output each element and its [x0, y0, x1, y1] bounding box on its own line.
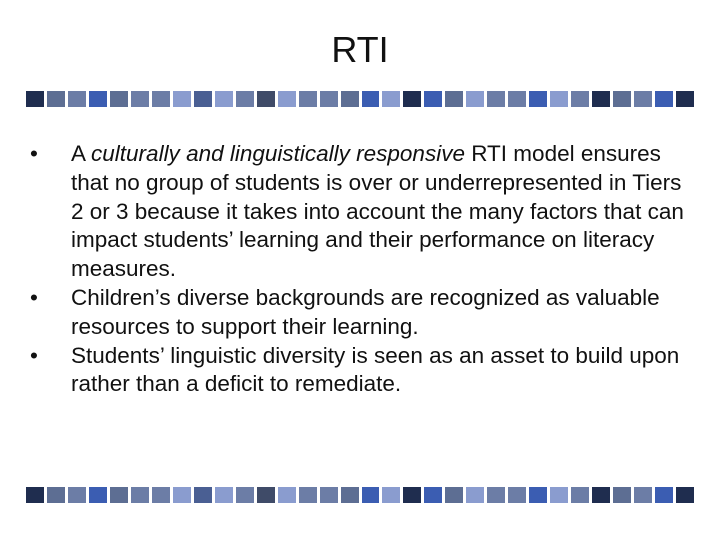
bullet-item-3: [30, 342, 690, 400]
slide-title: RTI: [331, 29, 389, 70]
band-square: [215, 487, 233, 503]
band-square: [592, 487, 610, 503]
band-square: [131, 487, 149, 503]
band-square: [320, 91, 338, 107]
band-square: [487, 487, 505, 503]
band-square: [655, 91, 673, 107]
band-square: [173, 487, 191, 503]
band-square: [571, 487, 589, 503]
band-square: [529, 91, 547, 107]
band-square: [424, 487, 442, 503]
band-square: [68, 91, 86, 107]
band-square: [236, 487, 254, 503]
band-square: [47, 91, 65, 107]
band-square: [676, 487, 694, 503]
band-square: [445, 91, 463, 107]
bullet-text-emphasis: culturally and linguistically responsive: [91, 141, 465, 166]
band-square: [299, 487, 317, 503]
band-square: [341, 91, 359, 107]
band-square: [236, 91, 254, 107]
band-square: [403, 91, 421, 107]
band-square: [592, 91, 610, 107]
band-square: [131, 91, 149, 107]
band-square: [655, 487, 673, 503]
band-square: [152, 91, 170, 107]
bullet-text: Children’s diverse backgrounds are recognized as valuable resources to support their learning.: [71, 284, 660, 339]
band-square: [466, 91, 484, 107]
band-square: [89, 91, 107, 107]
band-square: [571, 91, 589, 107]
bullet-text-suffix: RTI model ensures that no group of students is over or underrepresented in Tiers 2 or 3 because it takes into account the many factors that can impact students’ learning and their performance on literacy measures.: [71, 141, 684, 282]
bullet-text-prefix: A: [71, 141, 92, 166]
band-square: [613, 91, 631, 107]
band-square: [257, 487, 275, 503]
band-square: [487, 91, 505, 107]
bullet-text: Students’ linguistic diversity is seen as an asset to build upon rather than a deficit to remediate.: [71, 342, 680, 397]
band-square: [382, 487, 400, 503]
band-square: [152, 487, 170, 503]
bullet-marker: •: [30, 141, 38, 166]
band-square: [278, 487, 296, 503]
band-square: [278, 91, 296, 107]
bullet-item-1: [30, 140, 690, 284]
band-square: [445, 487, 463, 503]
band-square: [194, 487, 212, 503]
band-square: [362, 91, 380, 107]
band-square: [26, 487, 44, 503]
band-square: [110, 91, 128, 107]
band-square: [68, 487, 86, 503]
band-square: [676, 91, 694, 107]
band-square: [299, 91, 317, 107]
band-square: [47, 487, 65, 503]
band-square: [508, 91, 526, 107]
band-square: [173, 91, 191, 107]
band-square: [110, 487, 128, 503]
decorative-band-bottom: [26, 487, 694, 503]
band-square: [215, 91, 233, 107]
band-square: [529, 487, 547, 503]
band-square: [26, 91, 44, 107]
bullet-marker: •: [30, 284, 38, 310]
bullet-item-2: [30, 284, 690, 342]
band-square: [320, 487, 338, 503]
band-square: [424, 91, 442, 107]
band-square: [634, 487, 652, 503]
band-square: [550, 91, 568, 107]
band-square: [257, 91, 275, 107]
band-square: [634, 91, 652, 107]
band-square: [194, 91, 212, 107]
band-square: [362, 487, 380, 503]
band-square: [613, 487, 631, 503]
bullet-marker: •: [30, 342, 38, 368]
slide-content: [30, 140, 690, 399]
band-square: [550, 487, 568, 503]
band-square: [403, 487, 421, 503]
band-square: [382, 91, 400, 107]
decorative-band-top: [26, 91, 694, 107]
band-square: [466, 487, 484, 503]
band-square: [508, 487, 526, 503]
band-square: [341, 487, 359, 503]
band-square: [89, 487, 107, 503]
